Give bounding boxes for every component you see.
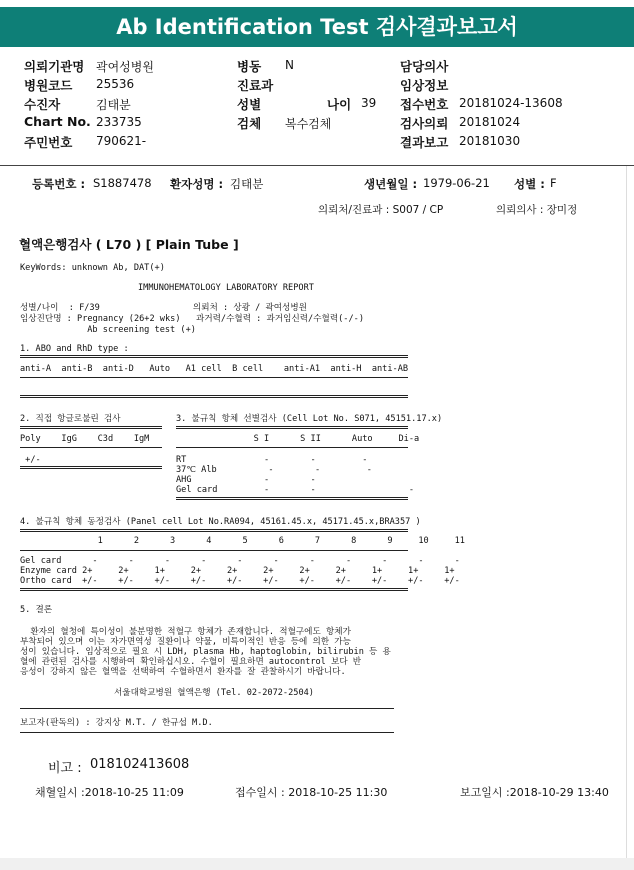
- label-sex: 성별: [237, 97, 262, 112]
- lab-title: IMMUNOHEMATOLOGY LABORATORY REPORT: [138, 283, 314, 293]
- label-requesting-institution: 의뢰기관명: [24, 59, 85, 74]
- section2-header: Poly IgG C3d IgM: [20, 434, 150, 444]
- info-line-2: 임상진단명 : Pregnancy (26+2 wks) 과거력/수혈력 : 과거임신력/수혈력(-/-): [20, 314, 364, 324]
- label-clinical-info: 임상정보: [400, 78, 449, 93]
- reporter-rule-bottom: [20, 732, 394, 733]
- label-attending-doctor: 담당의사: [400, 59, 449, 74]
- value-resident-number: 790621-: [96, 134, 147, 148]
- patient-name-value: 김태분: [230, 177, 264, 191]
- label-test-request: 검사의뢰: [400, 116, 449, 131]
- section3-rule-mid: [176, 447, 408, 448]
- dob-value: 1979-06-21: [423, 176, 490, 190]
- section2-value: +/-: [20, 455, 41, 465]
- collection-time: 채혈일시 :2018-10-25 11:09: [35, 786, 184, 799]
- scanned-report: [4, 166, 627, 858]
- value-patient: 김태분: [96, 98, 131, 112]
- label-ward: 병동: [237, 59, 262, 74]
- value-age: 39: [361, 96, 377, 110]
- conclusion-line: 혈에 관련된 검사를 시행하여 확인하십시오. 수혈이 필요하면 autocontrol 보다 반: [20, 657, 362, 667]
- label-resident-number: 주민번호: [24, 135, 73, 150]
- section3-rule-bottom: [176, 497, 408, 500]
- section4-rule-mid: [20, 550, 408, 551]
- section3-rule-top: [176, 426, 408, 429]
- report-time: 보고일시 :2018-10-29 13:40: [460, 786, 609, 799]
- section3-row: AHG - -: [176, 475, 316, 485]
- dept-text: 의뢰처/진료과 : S007 / CP: [318, 204, 444, 216]
- remark-label: 비고 :: [48, 761, 82, 776]
- value-requesting-institution: 곽여성병원: [96, 60, 154, 74]
- label-specimen: 검체: [237, 116, 262, 131]
- label-age: 나이: [327, 97, 352, 112]
- section2-title: 2. 직접 항글로불린 검사: [20, 414, 121, 424]
- section4-row: Gel card - - - - - - - - - - -: [20, 556, 460, 566]
- conclusion-line: 성이 있습니다. 임상적으로 필요 시 LDH, plasma Hb, haptoglobin, bilirubin 등 용: [20, 647, 391, 657]
- section2-rule-top: [20, 426, 162, 429]
- reporter: 보고자(판독의) : 강지상 M.T. / 한규섭 M.D.: [20, 718, 213, 728]
- section1-rule-bottom: [20, 395, 408, 398]
- sex-value: F: [550, 176, 557, 190]
- value-test-request: 20181024: [459, 115, 521, 129]
- section4-row: Enzyme card 2+ 2+ 1+ 2+ 2+ 2+ 2+ 2+ 1+ 1+ 1+: [20, 566, 455, 576]
- dob-label: 생년월일 :: [364, 177, 418, 191]
- patient-name-label: 환자성명 :: [170, 177, 224, 191]
- section3-row: Gel card - - -: [176, 485, 414, 495]
- section3-row: 37℃ Alb - - -: [176, 465, 372, 475]
- label-patient: 수진자: [24, 97, 61, 112]
- value-chart-no: 233735: [96, 115, 142, 129]
- value-specimen: 복수검체: [285, 117, 332, 131]
- section1-header: anti-A anti-B anti-D Auto A1 cell B cell anti-A1 anti-H anti-AB: [20, 364, 409, 374]
- sex-label: 성별 :: [514, 177, 545, 191]
- section2-rule-bottom: [20, 466, 162, 469]
- label-receipt-number: 접수번호: [400, 97, 449, 112]
- section4-rule-top: [20, 529, 408, 532]
- section4-rule-bottom: [20, 588, 408, 591]
- value-receipt-number: 20181024-13608: [459, 96, 563, 110]
- value-hospital-code: 25536: [96, 77, 135, 91]
- info-line-3: Ab screening test (+): [20, 325, 196, 335]
- hospital-contact: 서울대학교병원 혈액은행 (Tel. 02-2072-2504): [114, 688, 314, 698]
- section3-header: S I S II Auto Di-a: [176, 434, 420, 444]
- doctor-text: 의뢰의사 : 장미정: [496, 204, 578, 216]
- section3-row: RT - - -: [176, 455, 368, 465]
- info-line-1: 성별/나이 : F/39 의뢰처 : 상광 / 곽여성병원: [20, 303, 307, 313]
- value-result-report: 20181030: [459, 134, 521, 148]
- section3-title: 3. 불규칙 항체 선별검사 (Cell Lot No. S071, 45151.17.x): [176, 414, 443, 424]
- value-ward: N: [285, 58, 294, 72]
- section2-rule-mid: [20, 447, 162, 448]
- report-title: Ab Identification Test 검사결과보고서: [0, 7, 634, 47]
- test-title: 혈액은행검사 ( L70 ) [ Plain Tube ]: [19, 237, 239, 252]
- conclusion-line: 환자의 혈청에 특이성이 불분명한 적혈구 항체가 존재합니다. 적혈구에도 항체가: [20, 627, 351, 637]
- conclusion-line: 부착되어 있으며 이는 자가면역성 질환이나 약물, 비특이적인 반응 등에 의한 가능: [20, 637, 351, 647]
- section1-title: 1. ABO and RhD type :: [20, 344, 129, 354]
- reg-number-value: S1887478: [93, 176, 152, 190]
- label-result-report: 결과보고: [400, 135, 449, 150]
- label-hospital-code: 병원코드: [24, 78, 73, 93]
- remark-value: 018102413608: [90, 757, 190, 772]
- label-department: 진료과: [237, 78, 274, 93]
- section1-rule-top: [20, 355, 408, 358]
- receipt-time: 접수일시 : 2018-10-25 11:30: [235, 786, 388, 799]
- section4-header: 1 2 3 4 5 6 7 8 9 10 11: [20, 536, 465, 546]
- reporter-rule-top: [20, 708, 394, 709]
- conclusion-line: 응성이 강하지 않은 혈액을 선택하여 수혈하면서 환자를 잘 관찰하시기 바랍니다.: [20, 667, 346, 677]
- label-chart-no: Chart No.: [24, 114, 91, 129]
- keywords: KeyWords: unknown Ab, DAT(+): [20, 263, 165, 273]
- reg-number-label: 등록번호 :: [32, 177, 86, 191]
- section4-title: 4. 불규칙 항체 동정검사 (Panel cell Lot No.RA094, 45161.45.x, 45171.45.x,BRA357 ): [20, 517, 421, 527]
- section5-title: 5. 결론: [20, 605, 53, 615]
- section4-row: Ortho card +/- +/- +/- +/- +/- +/- +/- +/- +/- +/- +/-: [20, 576, 460, 586]
- section1-rule-mid: [20, 377, 408, 378]
- bottom-margin: [0, 858, 634, 870]
